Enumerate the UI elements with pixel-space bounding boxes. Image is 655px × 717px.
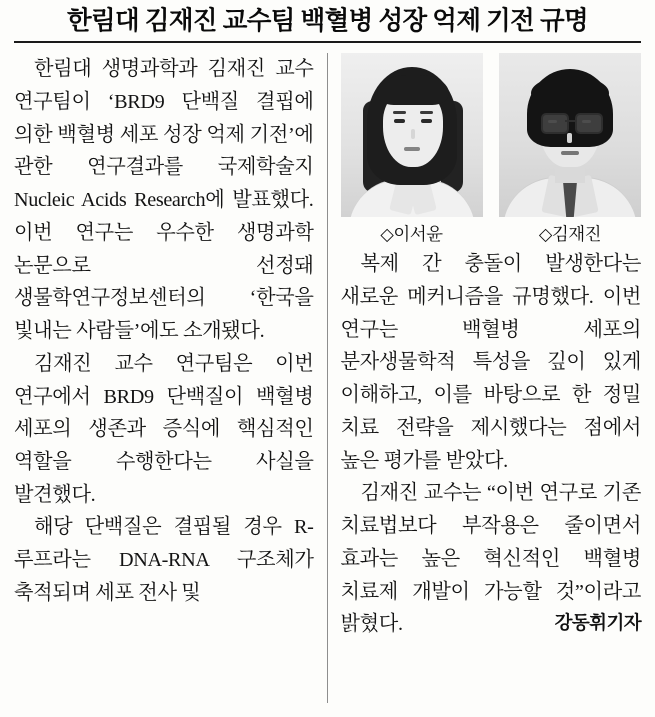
mouth <box>561 151 579 155</box>
bangs <box>377 75 449 105</box>
right-column <box>328 53 642 703</box>
paragraph-4: 복제 간 충돌이 발생한다는 새로운 메커니즘을 규명했다. 이번 연구는 백혈병 세포의 분자생물학적 특성을 깊이 있게 이해하고, 이를 바탕으로 한 정밀 치료 전략을 제시했다는 점에서 높은 평가를 받았다. <box>340 253 641 472</box>
glasses-lens-right <box>575 113 603 134</box>
byline: 강동휘기자 <box>554 613 641 634</box>
eye-right <box>421 119 432 123</box>
photo-caption-first: ◇이서윤 <box>380 224 443 245</box>
photo-row <box>341 53 642 246</box>
photo-block-first <box>341 53 483 246</box>
photo-caption-second: ◇김재진 <box>538 224 602 245</box>
paragraph-3: 해당 단백질은 결핍될 경우 R-루프라는 DNA-RNA 구조체가 축적되며 세포 전사 및 <box>14 516 314 604</box>
bangs <box>531 77 609 103</box>
paragraph-5: 김재진 교수는 “이번 연구로 기존 치료법보다 부작용은 줄이면서 효과는 높은 혁신적인 백혈병 치료제 개발이 가능할 것”이라고 밝혔다. <box>340 482 641 636</box>
page-title: 한림대 김재진 교수팀 백혈병 성장 억제 기전 규명 <box>66 6 589 35</box>
eye-left <box>394 119 405 123</box>
nose <box>411 129 415 139</box>
eyebrow-right <box>420 111 433 114</box>
glasses-lens-left <box>541 113 569 134</box>
paragraph-2: 김재진 교수 연구팀은 이번 연구에서 BRD9 단백질이 백혈병 세포의 생존과 증식에 핵심적인 역할을 수행한다는 사실을 발견했다. <box>14 352 314 506</box>
glasses-bridge <box>565 120 575 122</box>
article-columns <box>14 43 641 703</box>
portrait-photo-first <box>341 53 483 217</box>
photo-block-second <box>499 53 641 246</box>
portrait-photo-second <box>499 53 641 217</box>
left-column <box>14 53 328 703</box>
paragraph-1: 한림대 생명과학과 김재진 교수 연구팀이 ‘BRD9 단백질 결핍에 의한 백혈병 세포 성장 억제 기전’에 관한 연구결과를 국제학술지 Nucleic Acids Research에 발표했다. 이번 연구는 우수한 생명과학 논문으로 선정돼 생물학연구정보센터의 ‘한국을 빛내는 사람들’에도 소개됐다. <box>14 58 314 343</box>
eyebrow-left <box>393 111 406 114</box>
nose <box>567 133 572 143</box>
mouth <box>404 147 420 151</box>
headline-container <box>14 0 641 43</box>
